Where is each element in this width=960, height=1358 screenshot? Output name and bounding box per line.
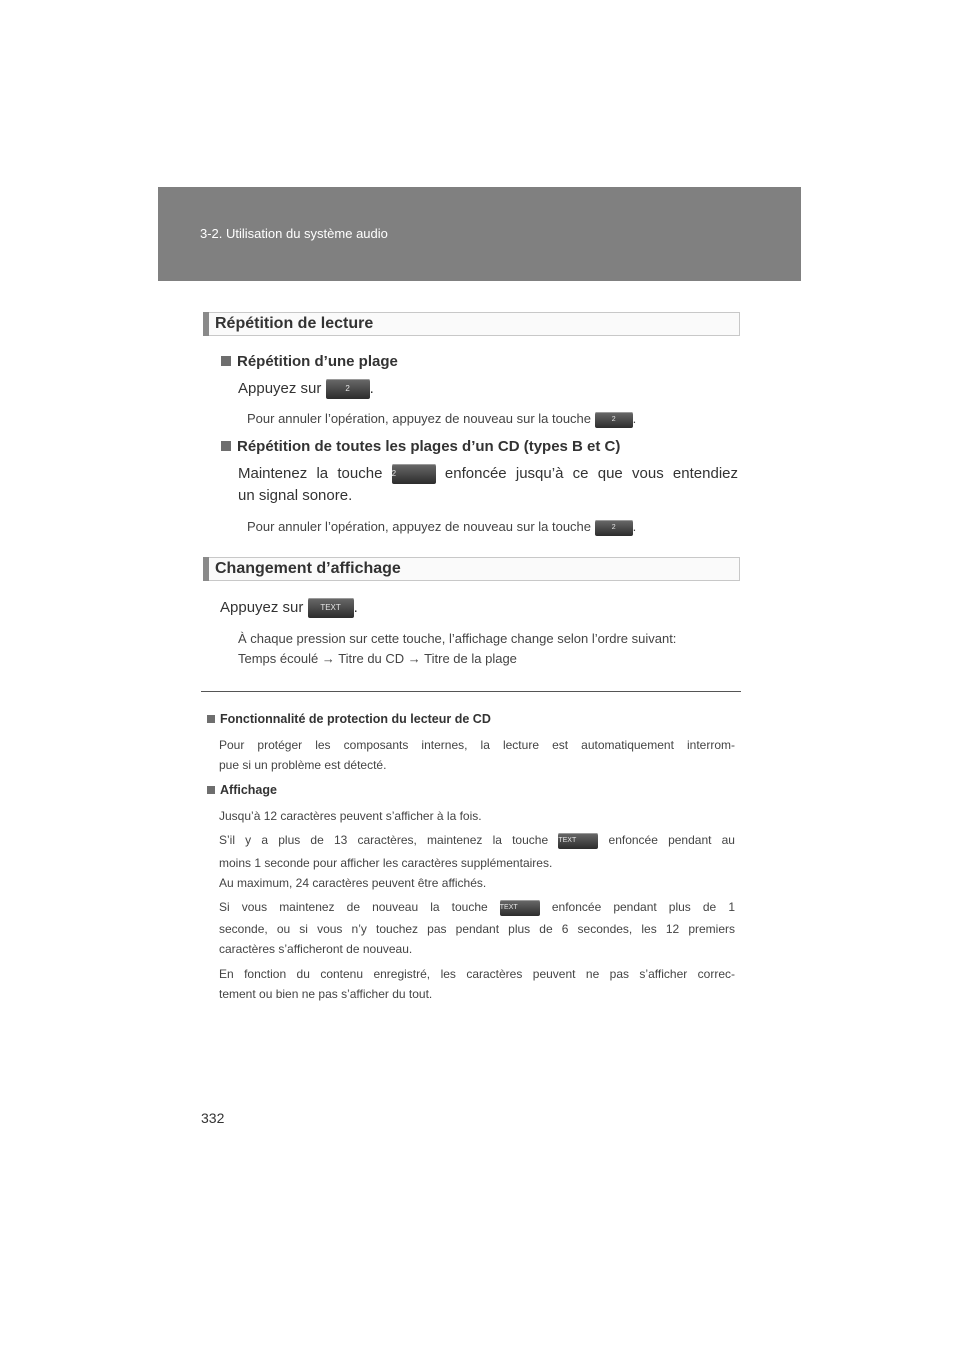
repeat-button-icon: 2 <box>326 379 370 399</box>
header-band <box>158 187 801 281</box>
text-button-icon: TEXT <box>308 598 354 618</box>
section-title-display <box>203 557 740 581</box>
note-cancel-repeat-all: Pour annuler l’opération, appuyez de nouveau sur la touche 2 . <box>247 519 637 534</box>
note-display-p1: Jusqu’à 12 caractères peuvent s’afficher à la fois. <box>219 809 482 823</box>
note-protection-line2: pue si un problème est détecté. <box>219 758 387 772</box>
instruction-display: Appuyez sur TEXT . <box>220 598 358 618</box>
note-display-p3-line2: seconde, ou si vous n’y touchez pas pendant plus de 6 secondes, les 12 premiers <box>219 922 735 936</box>
note-cancel-repeat-track: Pour annuler l’opération, appuyez de nouveau sur la touche 2 . <box>247 411 637 426</box>
text-button-icon: TEXT <box>558 833 598 849</box>
note-title-display: Affichage <box>207 783 277 797</box>
note-display-p2: S’il y a plus de 13 caractères, maintenez la touche TEXT enfoncée pendant au <box>219 833 735 848</box>
note-title-protection: Fonctionnalité de protection du lecteur de CD <box>207 712 491 726</box>
note-display-p4-line2: tement ou bien ne pas s’afficher du tout. <box>219 987 433 1001</box>
section-title-text: Répétition de lecture <box>215 315 374 332</box>
breadcrumb: 3-2. Utilisation du système audio <box>200 226 388 241</box>
text-button-icon: TEXT <box>500 900 540 916</box>
subheading-repeat-all: Répétition de toutes les plages d’un CD (types B et C) <box>221 438 620 455</box>
repeat-button-icon: 2 <box>595 412 633 428</box>
square-bullet-icon <box>221 441 231 451</box>
note-display-p3-line3: caractères s’afficheront de nouveau. <box>219 942 413 956</box>
divider <box>201 691 741 692</box>
note-display-sequence: Temps écoulé → Titre du CD → Titre de la plage <box>238 651 517 666</box>
instruction-repeat-track: Appuyez sur 2 . <box>238 379 374 399</box>
repeat-button-icon: 2 <box>595 520 633 536</box>
note-display-p4-line1: En fonction du contenu enregistré, les caractères peuvent ne pas s’afficher correc- <box>219 967 735 981</box>
note-display-order: À chaque pression sur cette touche, l’affichage change selon l’ordre suivant: <box>238 631 677 646</box>
square-bullet-icon <box>221 356 231 366</box>
section-title-text: Changement d’affichage <box>215 560 401 577</box>
page-number: 332 <box>201 1110 225 1126</box>
note-display-p2-line3: Au maximum, 24 caractères peuvent être affichés. <box>219 876 487 890</box>
repeat-button-icon: 2 <box>392 464 436 484</box>
instruction-repeat-all-line2: un signal sonore. <box>238 487 353 504</box>
instruction-repeat-all: Maintenez la touche 2 enfoncée jusqu’à ce que vous entendiez <box>238 464 738 484</box>
note-display-p2-line2: moins 1 seconde pour afficher les caractères supplémentaires. <box>219 856 553 870</box>
note-display-p3: Si vous maintenez de nouveau la touche TEXT enfoncée pendant plus de 1 <box>219 900 735 915</box>
subheading-repeat-track: Répétition d’une plage <box>221 353 398 370</box>
note-protection-line1: Pour protéger les composants internes, la lecture est automatiquement interrom- <box>219 738 735 752</box>
square-bullet-icon <box>207 715 215 723</box>
section-title-repeat <box>203 312 740 336</box>
square-bullet-icon <box>207 786 215 794</box>
